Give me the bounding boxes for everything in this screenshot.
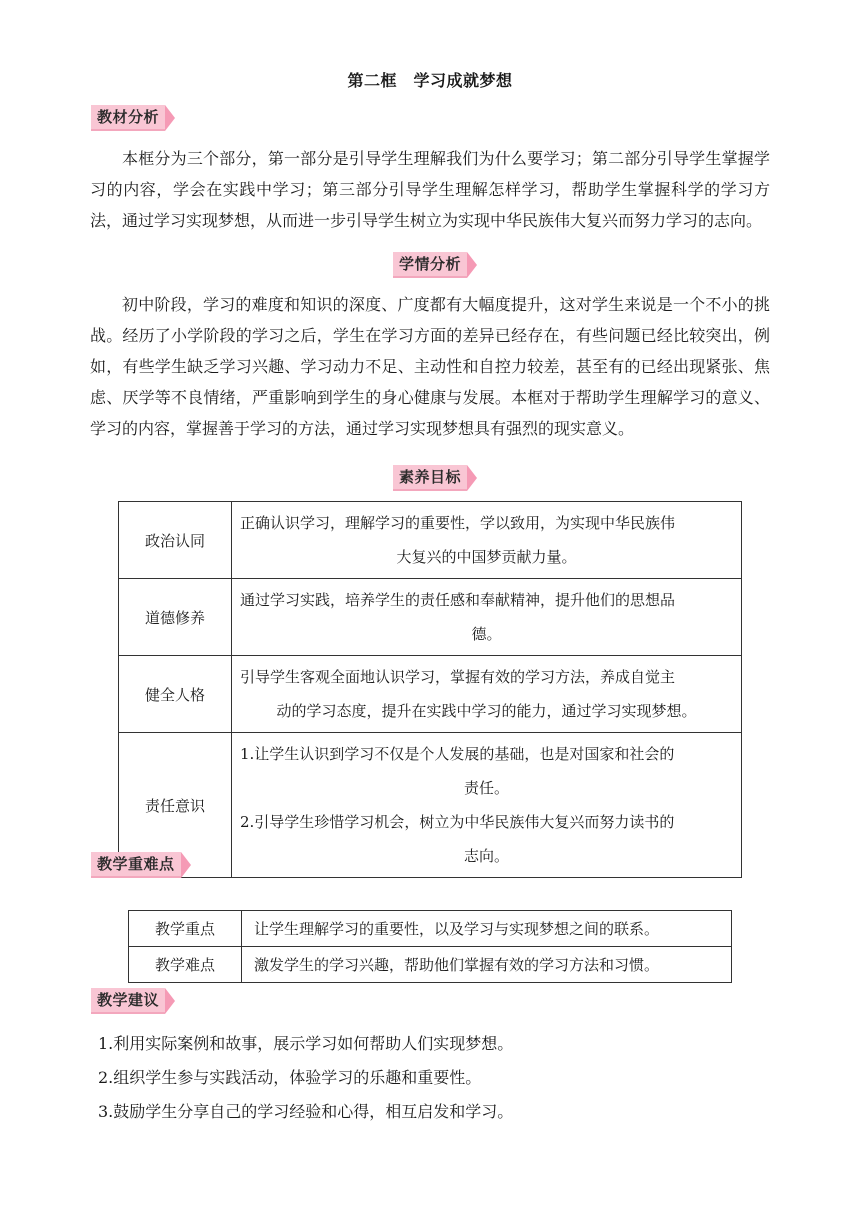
tag-arrow-icon xyxy=(467,252,477,278)
section-tag-label: 教学重难点 xyxy=(91,852,181,878)
section-tag-student xyxy=(393,253,477,277)
goal-head: 责任意识 xyxy=(119,733,232,878)
goals-table xyxy=(118,501,742,878)
table-row xyxy=(129,911,732,947)
goal-body xyxy=(232,502,742,579)
tag-arrow-icon xyxy=(467,465,477,491)
section-tag-label: 素养目标 xyxy=(393,465,467,491)
student-paragraph: 初中阶段，学习的难度和知识的深度、广度都有大幅度提升，这对学生来说是一个不小的挑战。经历了小学阶段的学习之后，学生在学习方面的差异已经存在，有些问题已经比较突出，例如，有些学生缺乏学习兴趣、学习动力不足、主动性和自控力较差，甚至有的已经出现紧张、焦虑、厌学等不良情绪，严重影响到学生的身心健康与发展。本框对于帮助学生理解学习的意义、学习的内容，掌握善于学习的方法，通过学习实现梦想具有强烈的现实意义。 xyxy=(90,295,770,438)
tag-arrow-icon xyxy=(181,852,191,878)
goal-line: 2.引导学生珍惜学习机会，树立为中华民族伟大复兴而努力读书的 xyxy=(240,813,675,831)
tag-arrow-icon xyxy=(165,105,175,131)
goal-line: 动的学习态度，提升在实践中学习的能力，通过学习实现梦想。 xyxy=(276,702,697,720)
goal-body xyxy=(232,579,742,656)
section-tag-advice xyxy=(91,989,175,1013)
goal-line: 志向。 xyxy=(463,847,509,865)
section-tag-analysis xyxy=(91,106,175,130)
table-row xyxy=(119,579,742,656)
advice-list xyxy=(98,1027,778,1129)
list-item: 3.鼓励学生分享自己的学习经验和心得，相互启发和学习。 xyxy=(98,1102,514,1121)
table-row xyxy=(119,733,742,878)
goal-head: 健全人格 xyxy=(119,656,232,733)
key-body: 激发学生的学习兴趣，帮助他们掌握有效的学习方法和习惯。 xyxy=(242,947,732,983)
table-row xyxy=(119,656,742,733)
key-body: 让学生理解学习的重要性，以及学习与实现梦想之间的联系。 xyxy=(242,911,732,947)
goal-line: 大复兴的中国梦贡献力量。 xyxy=(396,548,577,566)
list-item: 2.组织学生参与实践活动，体验学习的乐趣和重要性。 xyxy=(98,1068,482,1087)
goal-line: 引导学生客观全面地认识学习，掌握有效的学习方法，养成自觉主 xyxy=(240,668,676,686)
goal-line: 1.让学生认识到学习不仅是个人发展的基础，也是对国家和社会的 xyxy=(240,745,675,763)
goal-line: 德。 xyxy=(471,625,502,643)
goal-head: 道德修养 xyxy=(119,579,232,656)
section-tag-label: 学情分析 xyxy=(393,252,467,278)
page-title: 第二框 学习成就梦想 xyxy=(347,71,513,90)
section-tag-keys xyxy=(91,853,191,877)
goal-body xyxy=(232,733,742,878)
section-tag-label: 教材分析 xyxy=(91,105,165,131)
key-head: 教学重点 xyxy=(129,911,242,947)
goal-line: 通过学习实践，培养学生的责任感和奉献精神，提升他们的思想品 xyxy=(240,591,676,609)
keys-table xyxy=(128,910,732,983)
tag-arrow-icon xyxy=(165,988,175,1014)
table-row xyxy=(119,502,742,579)
table-row xyxy=(129,947,732,983)
section-tag-goals xyxy=(393,466,477,490)
section-tag-label: 教学建议 xyxy=(91,988,165,1014)
key-head: 教学难点 xyxy=(129,947,242,983)
goal-line: 正确认识学习，理解学习的重要性，学以致用，为实现中华民族伟 xyxy=(240,514,676,532)
goal-head: 政治认同 xyxy=(119,502,232,579)
analysis-paragraph: 本框分为三个部分，第一部分是引导学生理解我们为什么要学习；第二部分引导学生掌握学习的内容，学会在实践中学习；第三部分引导学生理解怎样学习，帮助学生掌握科学的学习方法，通过学习实现梦想，从而进一步引导学生树立为实现中华民族伟大复兴而努力学习的志向。 xyxy=(90,149,770,230)
goal-body xyxy=(232,656,742,733)
list-item: 1.利用实际案例和故事，展示学习如何帮助人们实现梦想。 xyxy=(98,1034,514,1053)
goal-line: 责任。 xyxy=(463,779,509,797)
